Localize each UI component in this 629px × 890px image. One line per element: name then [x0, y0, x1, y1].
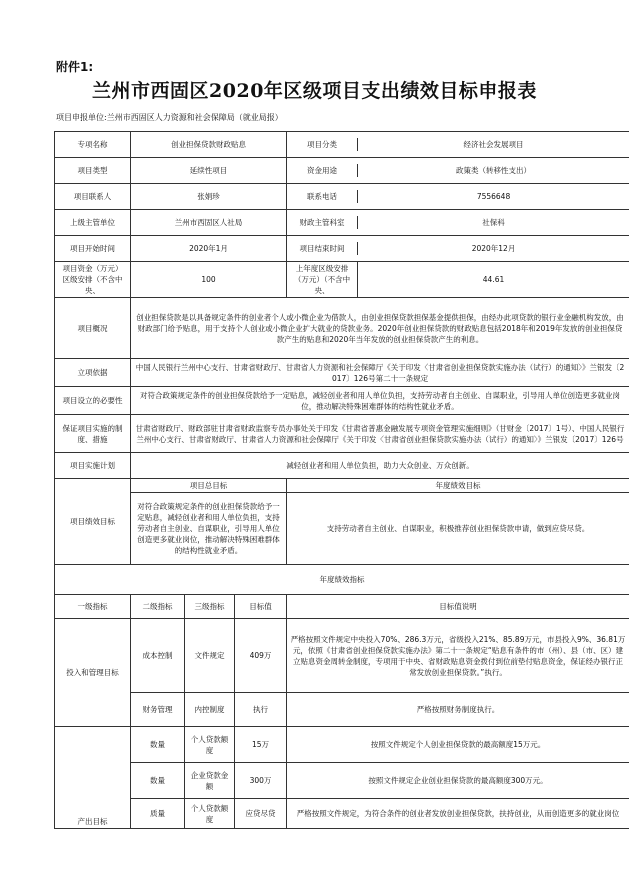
col-target: 目标值	[235, 595, 287, 619]
attachment-label: 附件1:	[56, 60, 94, 74]
start-value: 2020年1月	[131, 236, 287, 262]
performance-form-table	[54, 131, 629, 829]
indicator-description: 严格按照财务制度执行。	[287, 693, 629, 727]
basis-text: 中国人民银行兰州中心支行、甘肃省财政厅、甘肃省人力资源和社会保障厅《关于印发〈甘肃省创业担保贷款实施办法（试行）的通知〉》兰银发〔2017〕126号第二十一条规定	[131, 359, 629, 387]
use-label: 资金用途	[287, 164, 358, 177]
indicator-level3: 内控制度	[185, 693, 235, 727]
row-overview	[55, 298, 629, 359]
phone-value: 7556648	[476, 192, 511, 201]
indicator-target: 300万	[235, 763, 287, 799]
indicator-target: 15万	[235, 727, 287, 763]
row-plan	[55, 453, 629, 479]
finance-label: 财政主管科室	[287, 216, 358, 229]
fund-value: 100	[131, 262, 287, 298]
col-level3: 三级指标	[185, 595, 235, 619]
fund-label: 项目资金（万元） 区级安排（不含中央、	[55, 262, 131, 298]
table-row	[55, 619, 629, 693]
applicant-unit-label: 项目申报单位:	[56, 113, 107, 122]
indicators-section-header: 年度绩效指标	[55, 565, 629, 595]
applicant-unit	[56, 112, 283, 123]
dept-value: 兰州市西固区人社局	[131, 210, 287, 236]
necessity-label: 项目设立的必要性	[55, 387, 131, 415]
row-indicator-columns	[55, 595, 629, 619]
row-dates	[55, 236, 629, 262]
row-basis	[55, 359, 629, 387]
indicator-description: 按照文件规定企业创业担保贷款的最高额度300万元。	[287, 763, 629, 799]
row-name	[55, 132, 629, 158]
type-label: 项目类型	[55, 158, 131, 184]
table-row	[55, 799, 629, 829]
row-guarantee	[55, 415, 629, 453]
dept-label: 上级主管单位	[55, 210, 131, 236]
indicator-description: 严格按照文件规定，为符合条件的创业者发放创业担保贷款，扶持创业，从而创造更多的就业岗位	[287, 799, 629, 829]
table-row	[55, 693, 629, 727]
table-row	[55, 763, 629, 799]
row-funds	[55, 262, 629, 298]
overall-goal-header: 项目总目标	[131, 479, 287, 493]
applicant-unit-value: 兰州市西固区人力资源和社会保障局（就业局报）	[106, 113, 283, 122]
type-value: 延续性项目	[131, 158, 287, 184]
indicator-target: 执行	[235, 693, 287, 727]
end-label: 项目结束时间	[287, 242, 358, 255]
phone-label: 联系电话	[287, 190, 358, 203]
plan-text: 减轻创业者和用人单位负担，助力大众创业、万众创新。	[131, 453, 629, 479]
name-value: 创业担保贷款财政贴息	[131, 132, 287, 158]
indicator-level3: 个人贷款额度	[185, 727, 235, 763]
indicator-level2: 成本控制	[131, 619, 185, 693]
basis-label: 立项依据	[55, 359, 131, 387]
category-label: 项目分类	[287, 138, 358, 151]
indicator-level3: 文件规定	[185, 619, 235, 693]
group-input-management: 投入和管理目标	[55, 619, 131, 727]
overall-goal-text: 对符合政策规定条件的创业担保贷款给予一定贴息，减轻创业者和用人单位负担，支持劳动者自主创业、自谋职业，引导用人单位创造更多就业岗位，推动解决特殊困难群体的结构性就业矛盾。	[131, 493, 287, 565]
indicator-level3: 个人贷款额度	[185, 799, 235, 829]
overview-text: 创业担保贷款是以具备规定条件的创业者个人或小微企业为借款人，由创业担保贷款担保基金提供担保，由经办此项贷款的银行业金融机构发放，由财政部门给予贴息，用于支持个人创业或小微企业扩大就业的贷款业务。2020年创业担保贷款的财政贴息包括2018年和2019年发放的创业担保贷款产生的贴息和2020年当年发放的创业担保贷款产生的利息。	[131, 298, 629, 359]
row-dept	[55, 210, 629, 236]
col-description: 目标值说明	[287, 595, 629, 619]
guarantee-label: 保证项目实施的制度、措施	[55, 415, 131, 453]
guarantee-text: 甘肃省财政厅、财政部驻甘肃省财政监察专员办事处关于印发《甘肃省普惠金融发展专项资金管理实施细则》（甘财金〔2017〕1号）、中国人民银行兰州中心支行、甘肃省财政厅、甘肃省人力资源和社会保障厅《关于印发〈甘肃省创业担保贷款实施办法（试行）的通知〉》兰银发〔2017〕126号	[131, 415, 629, 453]
row-type	[55, 158, 629, 184]
table-row	[55, 727, 629, 763]
annual-goal-header: 年度绩效目标	[287, 479, 629, 493]
prev-fund-value: 44.61	[482, 275, 505, 284]
indicator-target: 应贷尽贷	[235, 799, 287, 829]
prev-fund-label: 上年度区级安排（万元）（不含中央、	[287, 262, 358, 297]
group-output: 产出目标	[55, 727, 131, 829]
indicator-level2: 数量	[131, 727, 185, 763]
indicator-level2: 质量	[131, 799, 185, 829]
indicator-description: 按照文件规定个人创业担保贷款的最高额度15万元。	[287, 727, 629, 763]
name-label: 专项名称	[55, 132, 131, 158]
plan-label: 项目实施计划	[55, 453, 131, 479]
indicator-level3: 企业贷款金额	[185, 763, 235, 799]
indicator-description: 严格按照文件规定中央投入70%、286.3万元，省级投入21%、85.89万元，市县投入9%、36.81万元，依照《甘肃省创业担保贷款实施办法》第二十一条规定“贴息有条件的市（州）、县（市、区）建立贴息资金周转金制度，专项用于中央、省财政贴息资金拨付到位前垫付贴息资金，保证经办银行正常发放创业担保贷款。”执行。	[287, 619, 629, 693]
page-title: 兰州市西固区2020年区级项目支出绩效目标申报表	[92, 80, 537, 102]
row-indicators-header	[55, 565, 629, 595]
row-goals-header	[55, 479, 629, 493]
row-goals-body	[55, 493, 629, 565]
goals-label: 项目绩效目标	[55, 479, 131, 565]
category-value: 经济社会发展项目	[463, 140, 524, 149]
col-level2: 二级指标	[131, 595, 185, 619]
indicator-level2: 财务管理	[131, 693, 185, 727]
indicator-level2: 数量	[131, 763, 185, 799]
contact-value: 张娟珍	[131, 184, 287, 210]
row-contact	[55, 184, 629, 210]
necessity-text: 对符合政策规定条件的创业担保贷款给予一定贴息，减轻创业者和用人单位负担，支持劳动者自主创业、自谋职业，引导用人单位创造更多就业岗位，推动解决特殊困难群体的结构性就业矛盾。	[131, 387, 629, 415]
use-value: 政策类（转移性支出）	[456, 166, 532, 175]
indicator-target: 409万	[235, 619, 287, 693]
end-value: 2020年12月	[471, 244, 516, 253]
overview-label: 项目概况	[55, 298, 131, 359]
contact-label: 项目联系人	[55, 184, 131, 210]
finance-value: 社保科	[482, 218, 505, 227]
row-necessity	[55, 387, 629, 415]
start-label: 项目开始时间	[55, 236, 131, 262]
annual-goal-text: 支持劳动者自主创业、自谋职业，积极推荐创业担保贷款申请，做到应贷尽贷。	[287, 493, 629, 565]
col-level1: 一级指标	[55, 595, 131, 619]
